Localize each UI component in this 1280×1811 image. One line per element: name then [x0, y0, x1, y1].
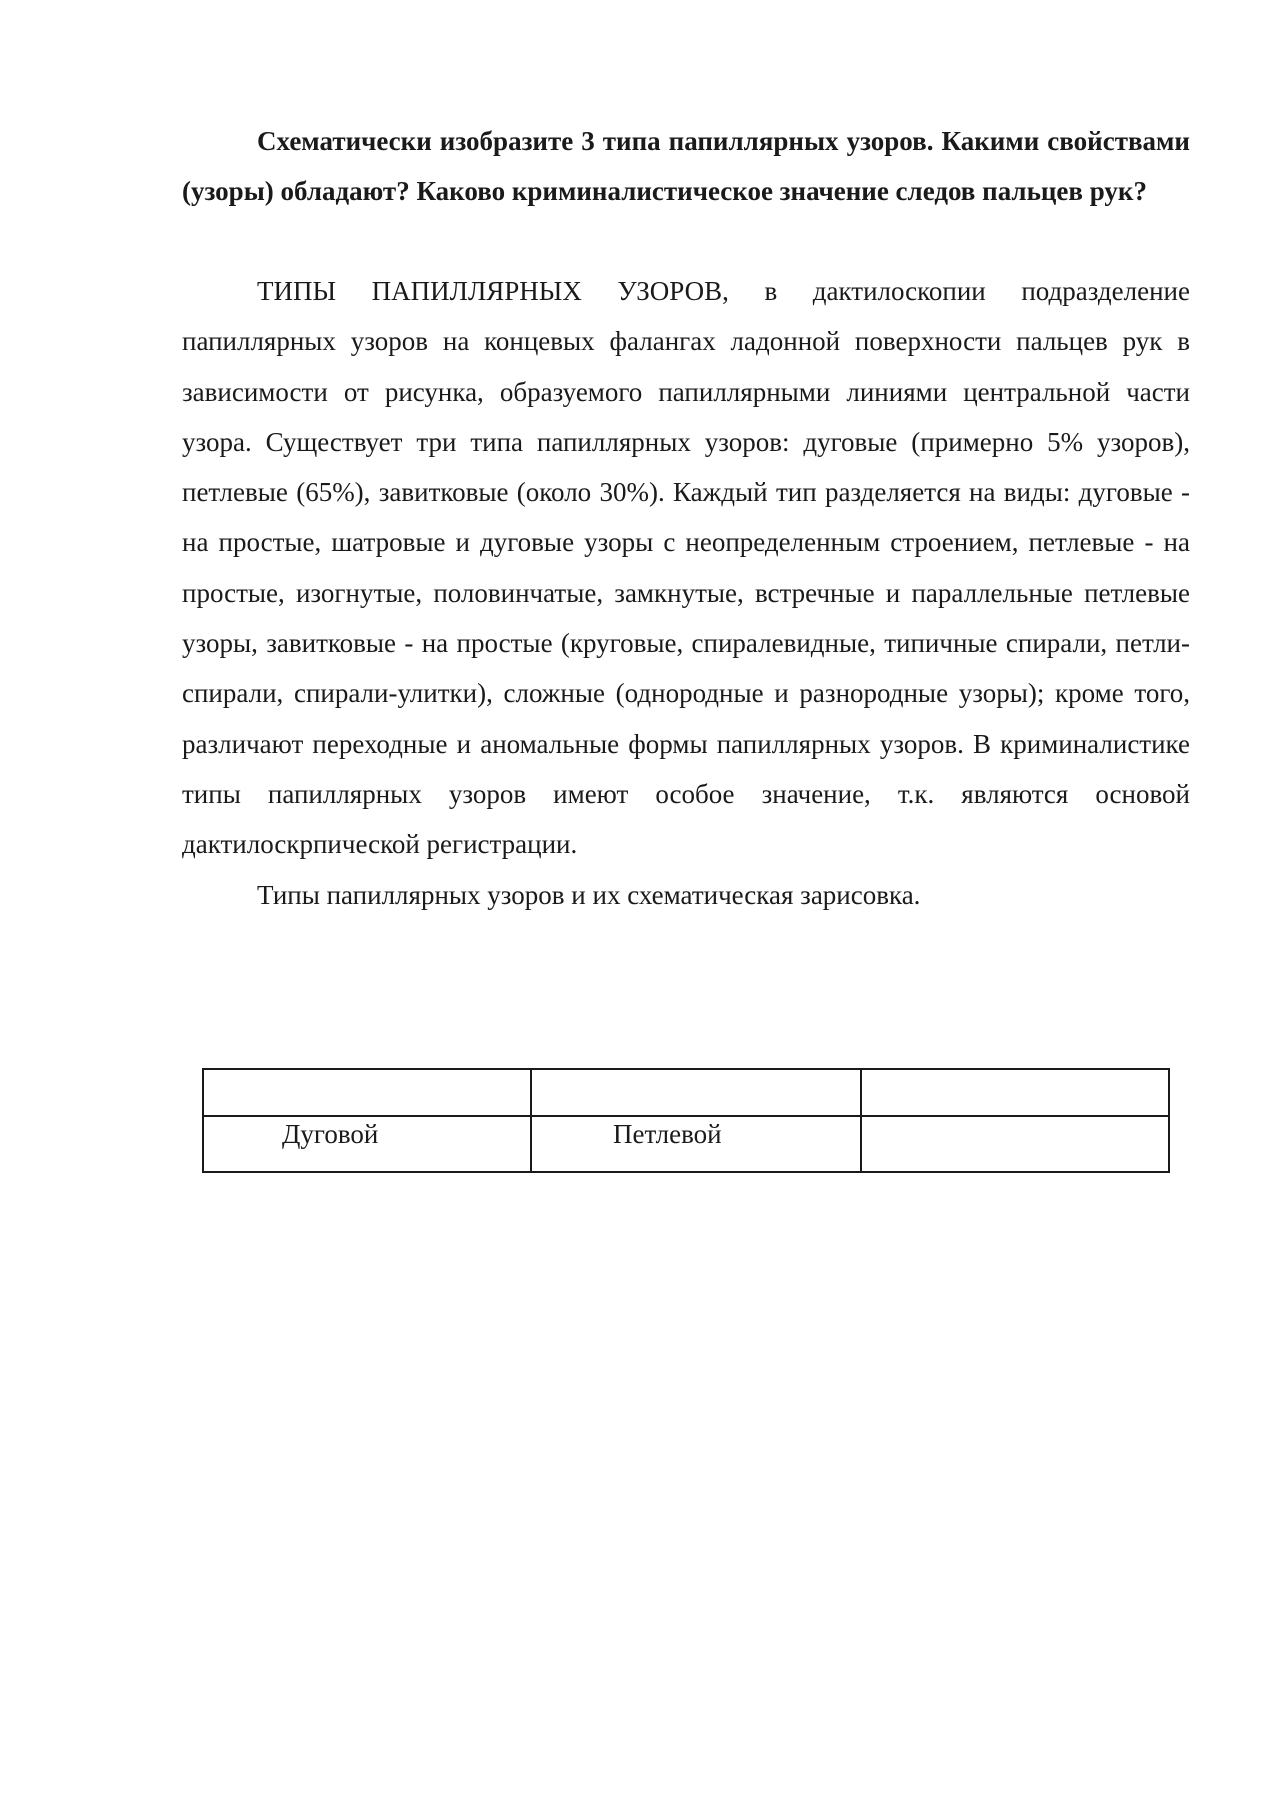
pattern-table — [202, 1068, 1170, 1173]
cell-text: Петлевой — [613, 1119, 722, 1149]
table-row-names — [203, 1116, 1169, 1172]
main-paragraph: ТИПЫ ПАПИЛЛЯРНЫХ УЗОРОВ, в дактилоскопии подразделение папиллярных узоров на концевых фалангах ладонной поверхности пальцев рук в зависимости от рисунка, образуемого папиллярными линиями центральной части узора. Существует три типа папиллярных узоров: дуговые (примерно 5% узоров), петлевые (65%), завитковые (около 30%). Каждый тип разделяется на виды: дуговые - на простые, шатровые и дуговые узоры с неопределенным строением, петлевые - на простые, изогнутые, половинчатые, замкнутые, встречные и параллельные петлевые узоры, завитковые - на простые (круговые, спиралевидные, типичные спирали, петли-спирали, спирали-улитки), сложные (однородные и разнородные узоры); кроме того, различают переходные и аномальные формы папиллярных узоров. В криминалистике типы папиллярных узоров имеют особое значение, т.к. являются основой дактилоскрпической регистрации. — [182, 276, 1190, 860]
question-heading: Схематически изобразите 3 типа папиллярных узоров. Какими свойствами (узоры) обладают? Каково криминалистическое значение следов пальцев рук? — [182, 126, 1190, 206]
cell-text — [862, 1117, 1168, 1119]
table-cell-drawing-2 — [531, 1069, 861, 1116]
cell-text — [862, 1070, 1168, 1072]
cell-text — [532, 1070, 860, 1072]
table-caption: Типы папиллярных узоров и их схематическая зарисовка. — [257, 879, 921, 910]
table-cell-drawing-3 — [861, 1069, 1169, 1116]
document-body — [182, 116, 1190, 920]
table-cell-arch — [203, 1116, 531, 1172]
cell-text: Дуговой — [282, 1119, 379, 1149]
table-row-drawings — [203, 1069, 1169, 1116]
cell-text — [204, 1070, 530, 1072]
table-cell-loop — [531, 1116, 861, 1172]
table-cell-whorl — [861, 1116, 1169, 1172]
table-cell-drawing-1 — [203, 1069, 531, 1116]
